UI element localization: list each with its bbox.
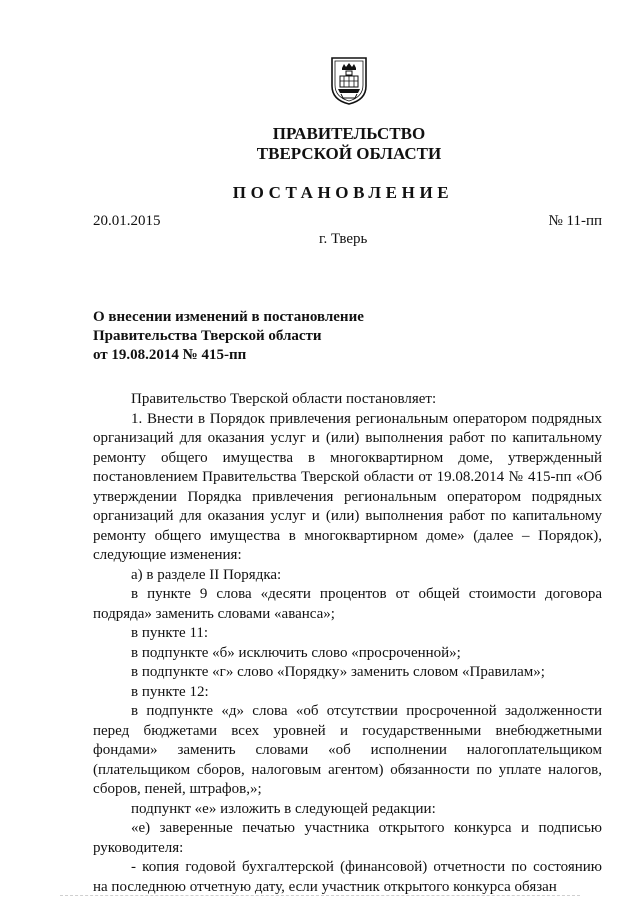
government-name-line2: ТВЕРСКОЙ ОБЛАСТИ	[256, 144, 442, 163]
body-paragraph-subpoint-b: в подпункте «б» исключить слово «просроченной»;	[131, 644, 461, 661]
government-name-line1: ПРАВИТЕЛЬСТВО	[272, 124, 426, 143]
document-subject	[93, 308, 433, 365]
body-paragraph-point-12: в пункте 12:	[131, 683, 209, 700]
body-paragraph-intro: Правительство Тверской области постановляет:	[131, 391, 437, 407]
body-paragraph-point-11: в пункте 11:	[131, 625, 209, 641]
body-paragraph-subpoint-e: «е) заверенные печатью участника открытого конкурса и подписью руководителя:	[93, 820, 602, 856]
document-type-title: ПОСТАНОВЛЕНИЕ	[232, 183, 454, 202]
tver-coat-of-arms-icon	[329, 56, 369, 106]
subject-line1: О внесении изменений в постановление	[93, 309, 364, 325]
document-body	[93, 390, 602, 897]
body-paragraph-point-9: в пункте 9 слова «десяти процентов от общей стоимости договора подряда» заменить словами «аванса»;	[93, 586, 602, 622]
document-date: 20.01.2015	[93, 213, 161, 229]
body-paragraph-balance-copy: - копия годовой бухгалтерской (финансовой) отчетности по состоянию на последнюю отчетную дату, если участник открытого конкурса обязан	[93, 859, 602, 895]
body-paragraph-subpoint-d: в подпункте «д» слова «об отсутствии просроченной задолженности перед бюджетами всех уровней и государственными внебюджетными фондами» заменить словами «об исполнении налогоплательщиком (плательщиком сборов, налоговым агентом) обязанности по уплате налогов, сборов, пеней, штрафов,»;	[93, 703, 602, 797]
document-number: № 11-пп	[548, 213, 602, 229]
body-paragraph-subpoint-e-intro: подпункт «е» изложить в следующей редакции:	[131, 800, 436, 817]
body-paragraph-section-2: а) в разделе II Порядка:	[131, 566, 282, 583]
subject-line2: Правительства Тверской области	[93, 328, 322, 344]
subject-line3: от 19.08.2014 № 415-пп	[93, 347, 247, 363]
body-paragraph-item1: 1. Внести в Порядок привлечения региональным оператором подрядных организаций для оказания услуг и (или) выполнения работ по капитальному ремонту общего имущества в многоквартирном доме, утвержденный постановлением Правительства Тверской области от 19.08.2014 № 415-пп «Об утверждении Порядка привлечения региональным оператором подрядных организаций для оказания услуг и (или) выполнения работ по капитальному ремонту общего имущества в многоквартирном доме» (далее – Порядок), следующие изменения:	[93, 410, 602, 563]
page-bottom-edge	[60, 895, 580, 897]
document-city: г. Тверь	[319, 231, 368, 247]
body-paragraph-subpoint-g: в подпункте «г» слово «Порядку» заменить словом «Правилам»;	[131, 664, 545, 680]
